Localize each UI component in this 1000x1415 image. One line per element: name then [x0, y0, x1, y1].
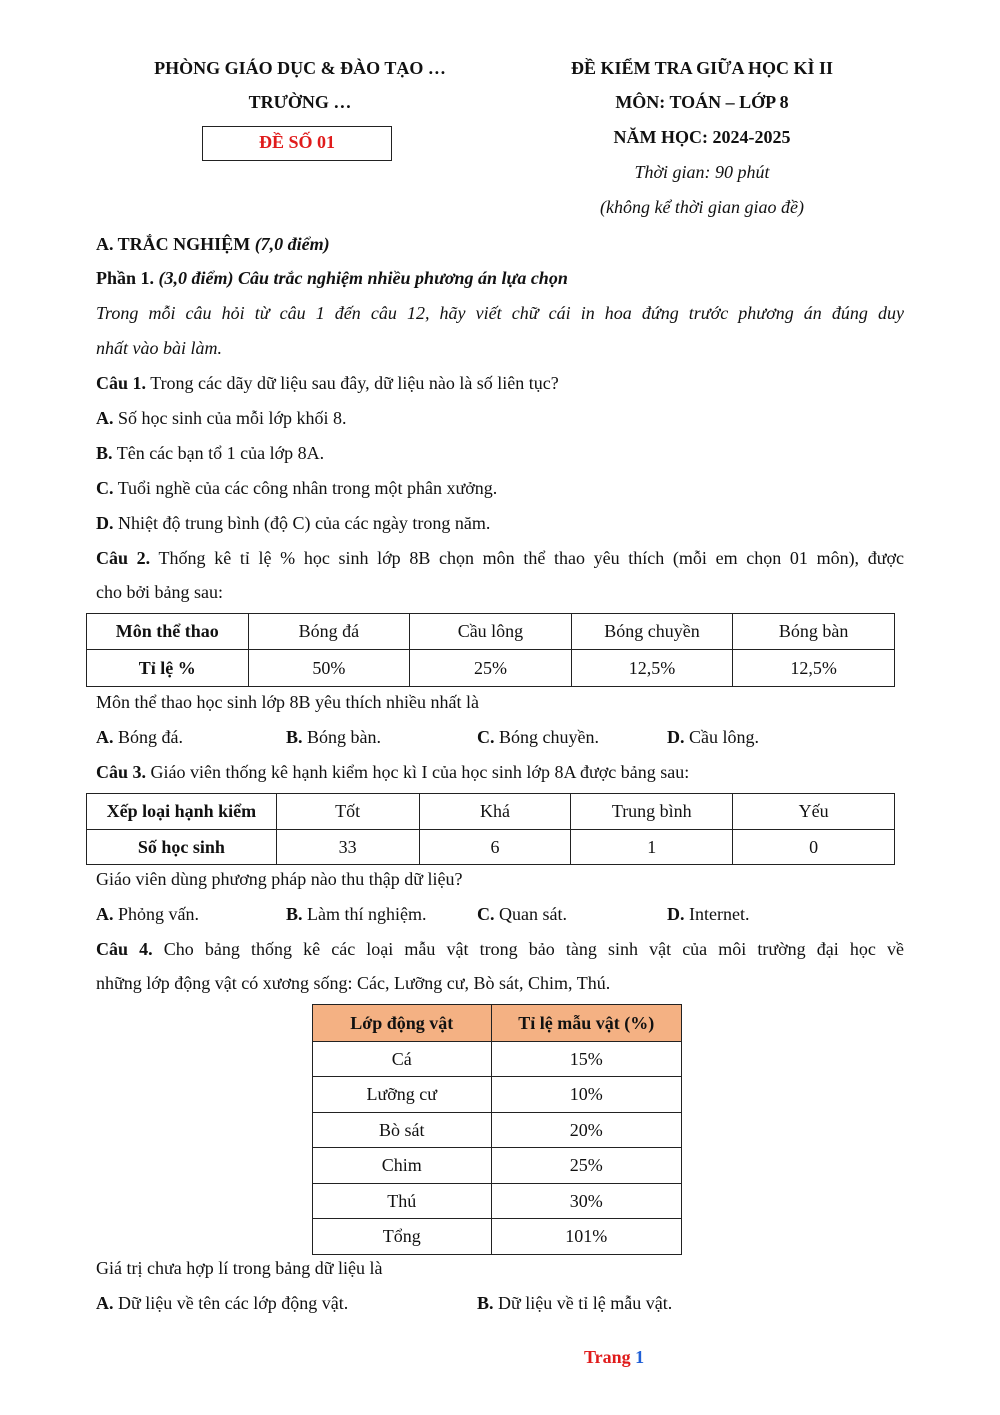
- question-1-label: Câu 1.: [96, 373, 147, 393]
- option-text: Bóng chuyền.: [499, 727, 599, 747]
- table-row: [313, 1077, 682, 1113]
- school-name: TRƯỜNG …: [248, 92, 352, 112]
- table-row: [313, 1113, 682, 1148]
- table-cell: Tốt: [276, 794, 419, 830]
- table-cell: 0: [733, 830, 895, 865]
- page-footer: [584, 1345, 644, 1369]
- table-cell: 20%: [491, 1113, 681, 1148]
- page-number: 1: [635, 1347, 645, 1367]
- section-a-title: A. TRẮC NGHIỆM: [96, 234, 251, 254]
- option-text: Số học sinh của mỗi lớp khối 8.: [118, 408, 347, 428]
- option-key: D.: [96, 513, 114, 533]
- table-cell: Trung bình: [571, 794, 733, 830]
- exam-code: ĐỀ SỐ 01: [258, 132, 336, 152]
- option-text: Quan sát.: [499, 904, 567, 924]
- table-cell: 33: [276, 830, 419, 865]
- department-name: PHÒNG GIÁO DỤC & ĐÀO TẠO …: [154, 58, 446, 78]
- table-cell: 25%: [410, 650, 572, 687]
- question-3-text: Giáo viên thống kê hạnh kiểm học kì I của học sinh lớp 8A được bảng sau:: [150, 762, 690, 782]
- question-1-text: Trong các dãy dữ liệu sau đây, dữ liệu nào là số liên tục?: [150, 373, 559, 393]
- table-cell: Khá: [419, 794, 571, 830]
- option-key: B.: [96, 443, 113, 463]
- q2-table: [86, 613, 895, 687]
- table-cell: Cầu lông: [410, 614, 572, 650]
- option-key: A.: [96, 408, 114, 428]
- table-cell: Tổng: [313, 1219, 492, 1255]
- table-cell: 12,5%: [571, 650, 733, 687]
- question-2-line2: cho bởi bảng sau:: [96, 582, 223, 602]
- table-row: [87, 830, 895, 865]
- option-text: Tuổi nghề của các công nhân trong một phân xưởng.: [117, 478, 498, 498]
- page-word: Trang: [584, 1347, 631, 1367]
- table-cell: Bò sát: [313, 1113, 492, 1148]
- table-cell: Tỉ lệ %: [87, 650, 249, 687]
- table-cell: Yếu: [733, 794, 895, 830]
- table-cell: 101%: [491, 1219, 681, 1255]
- option-text: Làm thí nghiệm.: [307, 904, 427, 924]
- school-year: NĂM HỌC: 2024-2025: [613, 127, 791, 147]
- question-2-text: Thống kê tỉ lệ % học sinh lớp 8B chọn môn thể thao yêu thích (mỗi em chọn 01 môn), được: [158, 548, 904, 568]
- table-cell: Lưỡng cư: [313, 1077, 492, 1113]
- q2-option-c: [477, 725, 599, 749]
- q4-table: [312, 1004, 682, 1255]
- table-header-row: [313, 1005, 682, 1042]
- q3-option-d: [667, 902, 749, 926]
- table-cell: Thú: [313, 1184, 492, 1219]
- question-2-label: Câu 2.: [96, 548, 151, 568]
- section-a-heading: [96, 232, 330, 256]
- question-3-label: Câu 3.: [96, 762, 147, 782]
- table-cell: 12,5%: [733, 650, 895, 687]
- exam-duration: Thời gian: 90 phút: [634, 162, 770, 182]
- table-header-cell: Tỉ lệ mẫu vật (%): [491, 1005, 681, 1042]
- option-key: D.: [667, 904, 685, 924]
- table-cell: 10%: [491, 1077, 681, 1113]
- table-row: [313, 1042, 682, 1077]
- table-cell: 25%: [491, 1148, 681, 1184]
- part1-title: (3,0 điểm) Câu trắc nghiệm nhiều phương án lựa chọn: [158, 268, 568, 288]
- table-cell: Chim: [313, 1148, 492, 1184]
- question-4-line1: [96, 937, 904, 961]
- option-key: C.: [96, 478, 114, 498]
- table-row: [87, 650, 895, 687]
- q3-table: [86, 793, 895, 865]
- q2-option-d: [667, 725, 759, 749]
- table-row: [313, 1219, 682, 1255]
- question-4-prompt: Giá trị chưa hợp lí trong bảng dữ liệu là: [96, 1258, 383, 1278]
- option-key: A.: [96, 904, 114, 924]
- option-text: Bóng bàn.: [307, 727, 382, 747]
- table-row: [313, 1148, 682, 1184]
- duration-note: (không kể thời gian giao đề): [599, 197, 805, 217]
- q3-option-b: [286, 902, 427, 926]
- table-cell: Bóng bàn: [733, 614, 895, 650]
- q1-option-a: [96, 406, 347, 430]
- table-header-row: [87, 614, 895, 650]
- option-text: Bóng đá.: [118, 727, 183, 747]
- table-cell: Môn thể thao: [87, 614, 249, 650]
- question-3: [96, 760, 689, 784]
- q4-option-a: [96, 1291, 348, 1315]
- q4-option-b: [477, 1291, 672, 1315]
- q1-option-b: [96, 441, 324, 465]
- q2-option-b: [286, 725, 381, 749]
- question-4-text: Cho bảng thống kê các loại mẫu vật trong bảo tàng sinh vật của môi trường đại học về: [163, 939, 905, 959]
- option-text: Tên các bạn tổ 1 của lớp 8A.: [116, 443, 325, 463]
- table-row: [313, 1184, 682, 1219]
- part1-heading: [96, 266, 568, 290]
- option-key: B.: [477, 1293, 494, 1313]
- option-key: B.: [286, 904, 303, 924]
- q3-option-c: [477, 902, 567, 926]
- question-2-prompt: Môn thể thao học sinh lớp 8B yêu thích nhiều nhất là: [96, 692, 479, 712]
- option-key: C.: [477, 904, 495, 924]
- table-cell: Bóng đá: [248, 614, 410, 650]
- table-cell: Cá: [313, 1042, 492, 1077]
- table-cell: 15%: [491, 1042, 681, 1077]
- question-3-prompt: Giáo viên dùng phương pháp nào thu thập dữ liệu?: [96, 869, 463, 889]
- option-text: Internet.: [689, 904, 750, 924]
- part1-instruction-line2: nhất vào bài làm.: [96, 338, 222, 358]
- option-text: Cầu lông.: [689, 727, 759, 747]
- q1-option-d: [96, 511, 490, 535]
- table-cell: Bóng chuyền: [571, 614, 733, 650]
- part1-label: Phần 1.: [96, 268, 155, 288]
- table-cell: 1: [571, 830, 733, 865]
- option-text: Nhiệt độ trung bình (độ C) của các ngày trong năm.: [118, 513, 491, 533]
- option-key: A.: [96, 727, 114, 747]
- table-cell: 30%: [491, 1184, 681, 1219]
- option-key: D.: [667, 727, 685, 747]
- q1-option-c: [96, 476, 497, 500]
- section-a-points: (7,0 điểm): [254, 234, 330, 254]
- table-header-cell: Lớp động vật: [313, 1005, 492, 1042]
- table-cell: 6: [419, 830, 571, 865]
- q2-option-a: [96, 725, 183, 749]
- subject: MÔN: TOÁN – LỚP 8: [615, 92, 789, 112]
- question-4-line2: những lớp động vật có xương sống: Các, Lưỡng cư, Bò sát, Chim, Thú.: [96, 973, 611, 993]
- option-key: A.: [96, 1293, 114, 1313]
- table-cell: Số học sinh: [87, 830, 277, 865]
- exam-title: ĐỀ KIỂM TRA GIỮA HỌC KÌ II: [570, 58, 834, 78]
- option-key: B.: [286, 727, 303, 747]
- q3-option-a: [96, 902, 199, 926]
- option-text: Dữ liệu về tên các lớp động vật.: [118, 1293, 349, 1313]
- question-4-label: Câu 4.: [96, 939, 153, 959]
- table-header-row: [87, 794, 895, 830]
- option-text: Dữ liệu về tỉ lệ mẫu vật.: [498, 1293, 673, 1313]
- exam-code-box: [202, 126, 392, 161]
- option-key: C.: [477, 727, 495, 747]
- question-2-line1: [96, 546, 904, 570]
- table-cell: 50%: [248, 650, 410, 687]
- question-1: [96, 371, 559, 395]
- table-cell: Xếp loại hạnh kiểm: [87, 794, 277, 830]
- part1-instruction-line1: Trong mỗi câu hỏi từ câu 1 đến câu 12, hãy viết chữ cái in hoa đứng trước phương án đúng duy: [96, 303, 904, 323]
- option-text: Phỏng vấn.: [118, 904, 199, 924]
